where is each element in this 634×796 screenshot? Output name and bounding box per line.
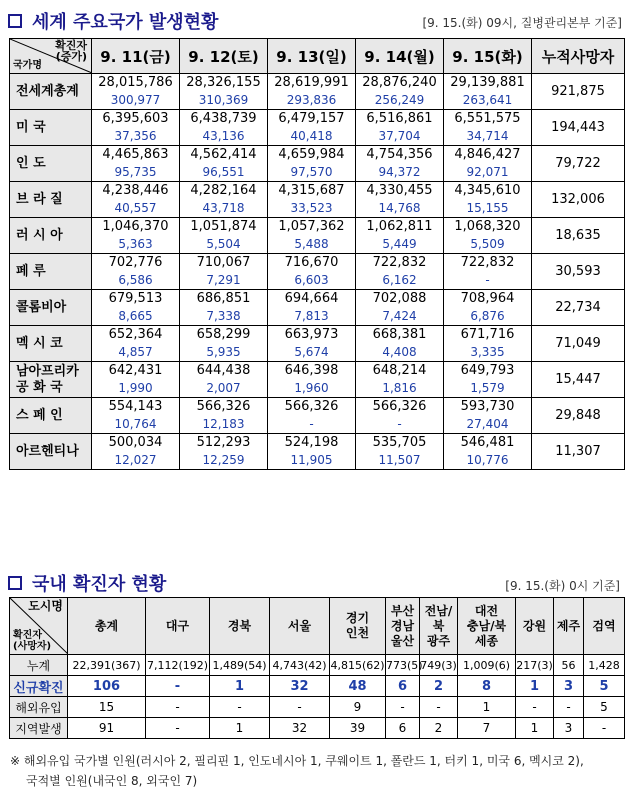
row-label: 신규확진 — [10, 676, 68, 697]
confirmed-value: 671,716 — [444, 326, 532, 345]
region-header: 총계 — [68, 598, 146, 655]
domestic-cell: 8 — [458, 676, 516, 697]
increase-value: 1,990 — [92, 380, 180, 398]
domestic-cell: - — [554, 697, 584, 718]
confirmed-value: 554,143 — [92, 398, 180, 417]
confirmed-value: 535,705 — [356, 434, 444, 453]
country-name: 미 국 — [10, 110, 92, 146]
domestic-cell: - — [420, 697, 458, 718]
domestic-cell: 1,009(6) — [458, 655, 516, 676]
region-header: 부산 경남 울산 — [386, 598, 420, 655]
domestic-cell: 1 — [516, 718, 554, 739]
confirmed-value: 4,238,446 — [92, 182, 180, 201]
increase-value: 263,641 — [444, 92, 532, 110]
cumulative-deaths: 921,875 — [532, 74, 625, 110]
confirmed-value: 1,051,874 — [180, 218, 268, 237]
increase-value: 5,504 — [180, 236, 268, 254]
country-name: 남아프리카 공 화 국 — [10, 362, 92, 398]
domestic-cell: 7,112(192) — [146, 655, 210, 676]
domestic-cell: 91 — [68, 718, 146, 739]
increase-value: 37,356 — [92, 128, 180, 146]
confirmed-value: 702,088 — [356, 290, 444, 309]
increase-value: 6,586 — [92, 272, 180, 290]
region-header: 대전 충남/북 세종 — [458, 598, 516, 655]
confirmed-value: 524,198 — [268, 434, 356, 453]
date-header: 9. 14(월) — [356, 39, 444, 74]
footnote-line-2: 국적별 인원(내국인 8, 외국인 7) — [26, 774, 198, 788]
domestic-cell: 32 — [270, 718, 330, 739]
confirmed-value: 4,465,863 — [92, 146, 180, 165]
domestic-cell: 1 — [210, 676, 270, 697]
date-header: 9. 12(토) — [180, 39, 268, 74]
confirmed-value: 694,664 — [268, 290, 356, 309]
domestic-cell: 6 — [386, 676, 420, 697]
confirmed-value: 1,057,362 — [268, 218, 356, 237]
confirmed-value: 4,659,984 — [268, 146, 356, 165]
region-header: 서울 — [270, 598, 330, 655]
domestic-cell: 39 — [330, 718, 386, 739]
domestic-cell: - — [146, 718, 210, 739]
increase-value: 7,424 — [356, 308, 444, 326]
domestic-cell: 15 — [68, 697, 146, 718]
confirmed-value: 679,513 — [92, 290, 180, 309]
region-header: 강원 — [516, 598, 554, 655]
increase-value: 10,776 — [444, 452, 532, 470]
increase-value: 6,162 — [356, 272, 444, 290]
region-header: 경북 — [210, 598, 270, 655]
confirmed-value: 28,619,991 — [268, 74, 356, 93]
country-name: 멕 시 코 — [10, 326, 92, 362]
increase-value: 34,714 — [444, 128, 532, 146]
confirmed-value: 652,364 — [92, 326, 180, 345]
country-name: 브 라 질 — [10, 182, 92, 218]
increase-value: 5,674 — [268, 344, 356, 362]
increase-value: 293,836 — [268, 92, 356, 110]
increase-value: 40,418 — [268, 128, 356, 146]
increase-value: 11,507 — [356, 452, 444, 470]
domestic-cell: 773(5) — [386, 655, 420, 676]
confirmed-value: 722,832 — [356, 254, 444, 273]
increase-value: - — [444, 272, 532, 290]
increase-value: 5,488 — [268, 236, 356, 254]
domestic-title-text: 국내 확진자 현황 — [32, 574, 167, 595]
confirmed-value: 642,431 — [92, 362, 180, 381]
domestic-cell: - — [146, 697, 210, 718]
region-header: 제주 — [554, 598, 584, 655]
increase-value: 43,718 — [180, 200, 268, 218]
cumulative-deaths: 18,635 — [532, 218, 625, 254]
increase-value: 5,449 — [356, 236, 444, 254]
increase-value: - — [356, 416, 444, 434]
country-name: 인 도 — [10, 146, 92, 182]
world-section-title — [8, 8, 218, 34]
increase-value: 7,813 — [268, 308, 356, 326]
confirmed-value: 4,282,164 — [180, 182, 268, 201]
confirmed-value: 566,326 — [180, 398, 268, 417]
domestic-cell: - — [270, 697, 330, 718]
increase-value: 15,155 — [444, 200, 532, 218]
checkbox-square-icon — [8, 576, 22, 590]
confirmed-value: 4,562,414 — [180, 146, 268, 165]
date-header: 9. 13(일) — [268, 39, 356, 74]
increase-value: 256,249 — [356, 92, 444, 110]
domestic-cell: 4,815(62) — [330, 655, 386, 676]
increase-value: 97,570 — [268, 164, 356, 182]
increase-value: 95,735 — [92, 164, 180, 182]
confirmed-value: 6,516,861 — [356, 110, 444, 129]
cumulative-deaths: 11,307 — [532, 434, 625, 470]
row-label: 지역발생 — [10, 718, 68, 739]
cumulative-deaths: 79,722 — [532, 146, 625, 182]
confirmed-value: 4,315,687 — [268, 182, 356, 201]
domestic-cell: 2 — [420, 676, 458, 697]
domestic-cell: - — [386, 697, 420, 718]
confirmed-value: 716,670 — [268, 254, 356, 273]
domestic-cell: 1 — [210, 718, 270, 739]
domestic-cell: - — [516, 697, 554, 718]
total-deaths-header: 누적사망자 — [532, 39, 625, 74]
increase-value: 6,876 — [444, 308, 532, 326]
domestic-cell: 106 — [68, 676, 146, 697]
increase-value: 12,259 — [180, 452, 268, 470]
cumulative-deaths: 194,443 — [532, 110, 625, 146]
increase-value: 1,816 — [356, 380, 444, 398]
corner-country-label: 국가명 — [13, 60, 42, 71]
row-label: 해외유입 — [10, 697, 68, 718]
domestic-cell: 1 — [458, 697, 516, 718]
checkbox-square-icon — [8, 14, 22, 28]
confirmed-value: 29,139,881 — [444, 74, 532, 93]
increase-value: 12,183 — [180, 416, 268, 434]
domestic-cell: 56 — [554, 655, 584, 676]
cumulative-deaths: 132,006 — [532, 182, 625, 218]
domestic-cell: 749(3) — [420, 655, 458, 676]
increase-value: 7,338 — [180, 308, 268, 326]
domestic-cell: - — [584, 718, 625, 739]
confirmed-value: 4,754,356 — [356, 146, 444, 165]
confirmed-value: 28,326,155 — [180, 74, 268, 93]
domestic-cell: 7 — [458, 718, 516, 739]
increase-value: 7,291 — [180, 272, 268, 290]
domestic-cell: 9 — [330, 697, 386, 718]
increase-value: 94,372 — [356, 164, 444, 182]
confirmed-value: 658,299 — [180, 326, 268, 345]
confirmed-value: 708,964 — [444, 290, 532, 309]
region-header: 경기 인천 — [330, 598, 386, 655]
confirmed-value: 710,067 — [180, 254, 268, 273]
increase-value: 12,027 — [92, 452, 180, 470]
domestic-cell: 3 — [554, 718, 584, 739]
domestic-basis: [9. 15.(화) 0시 기준] — [505, 579, 620, 593]
domestic-cell: 48 — [330, 676, 386, 697]
increase-value: 33,523 — [268, 200, 356, 218]
domestic-cell: 5 — [584, 697, 625, 718]
confirmed-value: 644,438 — [180, 362, 268, 381]
increase-value: 4,857 — [92, 344, 180, 362]
domestic-table — [9, 597, 625, 739]
confirmed-value: 512,293 — [180, 434, 268, 453]
cumulative-deaths: 71,049 — [532, 326, 625, 362]
domestic-cell: 2 — [420, 718, 458, 739]
confirmed-value: 649,793 — [444, 362, 532, 381]
confirmed-value: 668,381 — [356, 326, 444, 345]
increase-value: 3,335 — [444, 344, 532, 362]
domestic-cell: 1,489(54) — [210, 655, 270, 676]
confirmed-value: 28,876,240 — [356, 74, 444, 93]
world-title-text: 세계 주요국가 발생현황 — [32, 12, 219, 33]
confirmed-value: 648,214 — [356, 362, 444, 381]
confirmed-value: 500,034 — [92, 434, 180, 453]
confirmed-value: 1,068,320 — [444, 218, 532, 237]
domestic-cell: 4,743(42) — [270, 655, 330, 676]
corner-confirmed-label: 확진자 (사망자) — [13, 630, 52, 652]
increase-value: 4,408 — [356, 344, 444, 362]
cumulative-deaths: 15,447 — [532, 362, 625, 398]
country-name: 아르헨티나 — [10, 434, 92, 470]
cumulative-deaths: 30,593 — [532, 254, 625, 290]
country-name: 러 시 아 — [10, 218, 92, 254]
region-header: 대구 — [146, 598, 210, 655]
increase-value: 8,665 — [92, 308, 180, 326]
domestic-section-title — [8, 570, 166, 596]
country-name: 전세계총계 — [10, 74, 92, 110]
increase-value: 37,704 — [356, 128, 444, 146]
increase-value: 92,071 — [444, 164, 532, 182]
domestic-cell: - — [146, 676, 210, 697]
increase-value: 5,363 — [92, 236, 180, 254]
cumulative-deaths: 22,734 — [532, 290, 625, 326]
increase-value: 40,557 — [92, 200, 180, 218]
confirmed-value: 686,851 — [180, 290, 268, 309]
increase-value: 96,551 — [180, 164, 268, 182]
increase-value: 1,579 — [444, 380, 532, 398]
confirmed-value: 6,395,603 — [92, 110, 180, 129]
confirmed-value: 6,438,739 — [180, 110, 268, 129]
domestic-cell: - — [210, 697, 270, 718]
increase-value: 10,764 — [92, 416, 180, 434]
increase-value: 14,768 — [356, 200, 444, 218]
country-name: 페 루 — [10, 254, 92, 290]
domestic-cell: 32 — [270, 676, 330, 697]
confirmed-value: 593,730 — [444, 398, 532, 417]
date-header: 9. 15(화) — [444, 39, 532, 74]
world-table — [9, 38, 625, 470]
domestic-cell: 217(3) — [516, 655, 554, 676]
increase-value: 11,905 — [268, 452, 356, 470]
domestic-cell: 6 — [386, 718, 420, 739]
confirmed-value: 546,481 — [444, 434, 532, 453]
increase-value: 310,369 — [180, 92, 268, 110]
increase-value: 1,960 — [268, 380, 356, 398]
confirmed-value: 722,832 — [444, 254, 532, 273]
increase-value: 300,977 — [92, 92, 180, 110]
increase-value: 6,603 — [268, 272, 356, 290]
confirmed-value: 1,046,370 — [92, 218, 180, 237]
confirmed-value: 566,326 — [356, 398, 444, 417]
date-header: 9. 11(금) — [92, 39, 180, 74]
increase-value: 2,007 — [180, 380, 268, 398]
domestic-cell: 3 — [554, 676, 584, 697]
domestic-cell: 5 — [584, 676, 625, 697]
region-header: 전남/북 광주 — [420, 598, 458, 655]
increase-value: 43,136 — [180, 128, 268, 146]
increase-value: - — [268, 416, 356, 434]
world-corner-cell — [10, 39, 92, 74]
confirmed-value: 646,398 — [268, 362, 356, 381]
domestic-cell: 1,428 — [584, 655, 625, 676]
world-basis: [9. 15.(화) 09시, 질병관리본부 기준] — [422, 16, 622, 30]
confirmed-value: 4,345,610 — [444, 182, 532, 201]
confirmed-value: 6,551,575 — [444, 110, 532, 129]
confirmed-value: 28,015,786 — [92, 74, 180, 93]
country-name: 콜롬비아 — [10, 290, 92, 326]
corner-increase-label: (증가) — [55, 50, 87, 63]
increase-value: 5,935 — [180, 344, 268, 362]
confirmed-value: 566,326 — [268, 398, 356, 417]
row-label: 누계 — [10, 655, 68, 676]
country-name: 스 페 인 — [10, 398, 92, 434]
confirmed-value: 702,776 — [92, 254, 180, 273]
corner-confirmed-label: 확진자 — [55, 39, 87, 52]
domestic-cell: 1 — [516, 676, 554, 697]
cumulative-deaths: 29,848 — [532, 398, 625, 434]
increase-value: 27,404 — [444, 416, 532, 434]
confirmed-value: 663,973 — [268, 326, 356, 345]
increase-value: 5,509 — [444, 236, 532, 254]
confirmed-value: 6,479,157 — [268, 110, 356, 129]
corner-city-label: 도시명 — [28, 599, 63, 613]
confirmed-value: 1,062,811 — [356, 218, 444, 237]
domestic-cell: 22,391(367) — [68, 655, 146, 676]
confirmed-value: 4,330,455 — [356, 182, 444, 201]
footnote-line-1: ※ 해외유입 국가별 인원(러시아 2, 필리핀 1, 인도네시아 1, 쿠웨이트 1, 폴란드 1, 터키 1, 미국 6, 멕시코 2), — [10, 754, 584, 768]
domestic-corner-cell — [10, 598, 68, 655]
region-header: 검역 — [584, 598, 625, 655]
confirmed-value: 4,846,427 — [444, 146, 532, 165]
